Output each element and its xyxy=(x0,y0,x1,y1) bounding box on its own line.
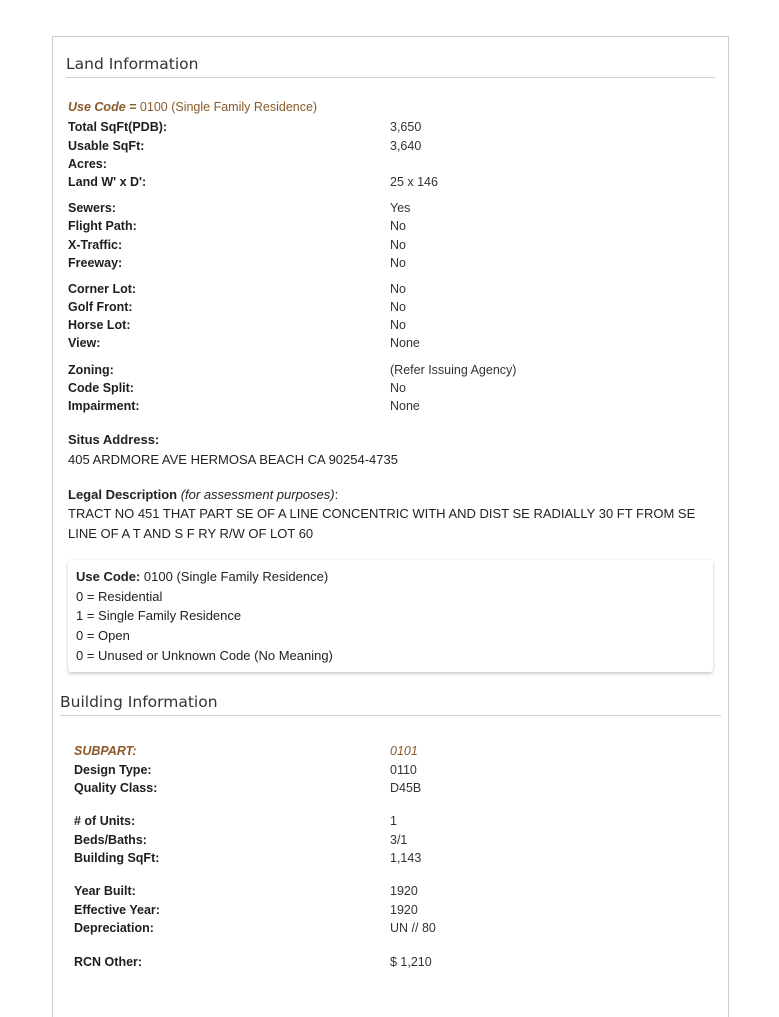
subpart-label: SUBPART: xyxy=(74,744,137,758)
impairment-label: Impairment: xyxy=(68,399,140,413)
building-information-title: Building Information xyxy=(60,693,218,711)
effective-year-label: Effective Year: xyxy=(74,903,160,917)
building-sqft-value: 1,143 xyxy=(390,851,422,865)
impairment-value: None xyxy=(390,399,420,413)
usable-sqft-label: Usable SqFt: xyxy=(68,139,145,153)
code-split-value: No xyxy=(390,381,406,395)
x-traffic-value: No xyxy=(390,238,406,252)
depreciation-label: Depreciation: xyxy=(74,921,154,935)
subpart-value: 0101 xyxy=(390,744,418,758)
zoning-label: Zoning: xyxy=(68,363,114,377)
golf-front-value: No xyxy=(390,300,406,314)
use-code-row xyxy=(68,100,317,114)
use-code-card-value: 0100 (Single Family Residence) xyxy=(143,569,329,584)
x-traffic-label: X-Traffic: xyxy=(68,238,123,252)
situs-address-label: Situs Address: xyxy=(68,432,160,447)
legal-description-line-1: TRACT NO 451 THAT PART SE OF A LINE CONCENTRIC WITH AND DIST SE RADIALLY 30 FT FROM SE xyxy=(68,506,696,521)
legal-description-line-2: LINE OF A T AND S F RY R/W OF LOT 60 xyxy=(68,526,314,541)
code-split-label: Code Split: xyxy=(68,381,134,395)
land-title-divider xyxy=(66,77,715,78)
legal-description-colon: : xyxy=(334,487,339,502)
golf-front-label: Golf Front: xyxy=(68,300,133,314)
year-built-label: Year Built: xyxy=(74,884,136,898)
freeway-label: Freeway: xyxy=(68,256,123,270)
design-type-value: 0110 xyxy=(390,763,417,777)
land-dimensions-label: Land W' x D': xyxy=(68,175,147,189)
building-sqft-label: Building SqFt: xyxy=(74,851,160,865)
freeway-value: No xyxy=(390,256,406,270)
use-code-label: Use Code = xyxy=(68,100,137,114)
use-code-card-line-4: 0 = Unused or Unknown Code (No Meaning) xyxy=(76,648,333,663)
corner-lot-label: Corner Lot: xyxy=(68,282,137,296)
land-dimensions-value: 25 x 146 xyxy=(390,175,438,189)
building-title-divider xyxy=(60,715,721,716)
view-label: View: xyxy=(68,336,101,350)
legal-description-hint: (for assessment purposes) xyxy=(180,487,335,502)
zoning-value: (Refer Issuing Agency) xyxy=(390,363,517,377)
rcn-other-value: $ 1,210 xyxy=(390,955,432,969)
sewers-value: Yes xyxy=(390,201,411,215)
horse-lot-label: Horse Lot: xyxy=(68,318,131,332)
horse-lot-value: No xyxy=(390,318,406,332)
total-sqft-value: 3,650 xyxy=(390,120,422,134)
corner-lot-value: No xyxy=(390,282,406,296)
use-code-card-line-2: 1 = Single Family Residence xyxy=(76,608,242,623)
legal-description-title: Legal Description xyxy=(68,487,178,502)
units-label: # of Units: xyxy=(74,814,136,828)
units-value: 1 xyxy=(390,814,397,828)
total-sqft-label: Total SqFt(PDB): xyxy=(68,120,168,134)
year-built-value: 1920 xyxy=(390,884,418,898)
beds-baths-value: 3/1 xyxy=(390,833,408,847)
use-code-value: 0100 (Single Family Residence) xyxy=(139,100,318,114)
sewers-label: Sewers: xyxy=(68,201,116,215)
depreciation-value: UN // 80 xyxy=(390,921,436,935)
land-information-title: Land Information xyxy=(66,55,199,73)
flight-path-value: No xyxy=(390,219,406,233)
effective-year-value: 1920 xyxy=(390,903,418,917)
beds-baths-label: Beds/Baths: xyxy=(74,833,147,847)
design-type-label: Design Type: xyxy=(74,763,152,777)
acres-label: Acres: xyxy=(68,157,107,171)
flight-path-label: Flight Path: xyxy=(68,219,137,233)
rcn-other-label: RCN Other: xyxy=(74,955,143,969)
use-code-card-header xyxy=(76,569,328,584)
use-code-card-line-1: 0 = Residential xyxy=(76,589,163,604)
quality-class-value: D45B xyxy=(390,781,422,795)
use-code-card-line-3: 0 = Open xyxy=(76,628,130,643)
use-code-card xyxy=(68,560,713,672)
use-code-card-label: Use Code: xyxy=(76,569,141,584)
quality-class-label: Quality Class: xyxy=(74,781,158,795)
usable-sqft-value: 3,640 xyxy=(390,139,422,153)
legal-description-label xyxy=(68,487,338,502)
view-value: None xyxy=(390,336,420,350)
situs-address-value: 405 ARDMORE AVE HERMOSA BEACH CA 90254-4735 xyxy=(68,452,398,467)
